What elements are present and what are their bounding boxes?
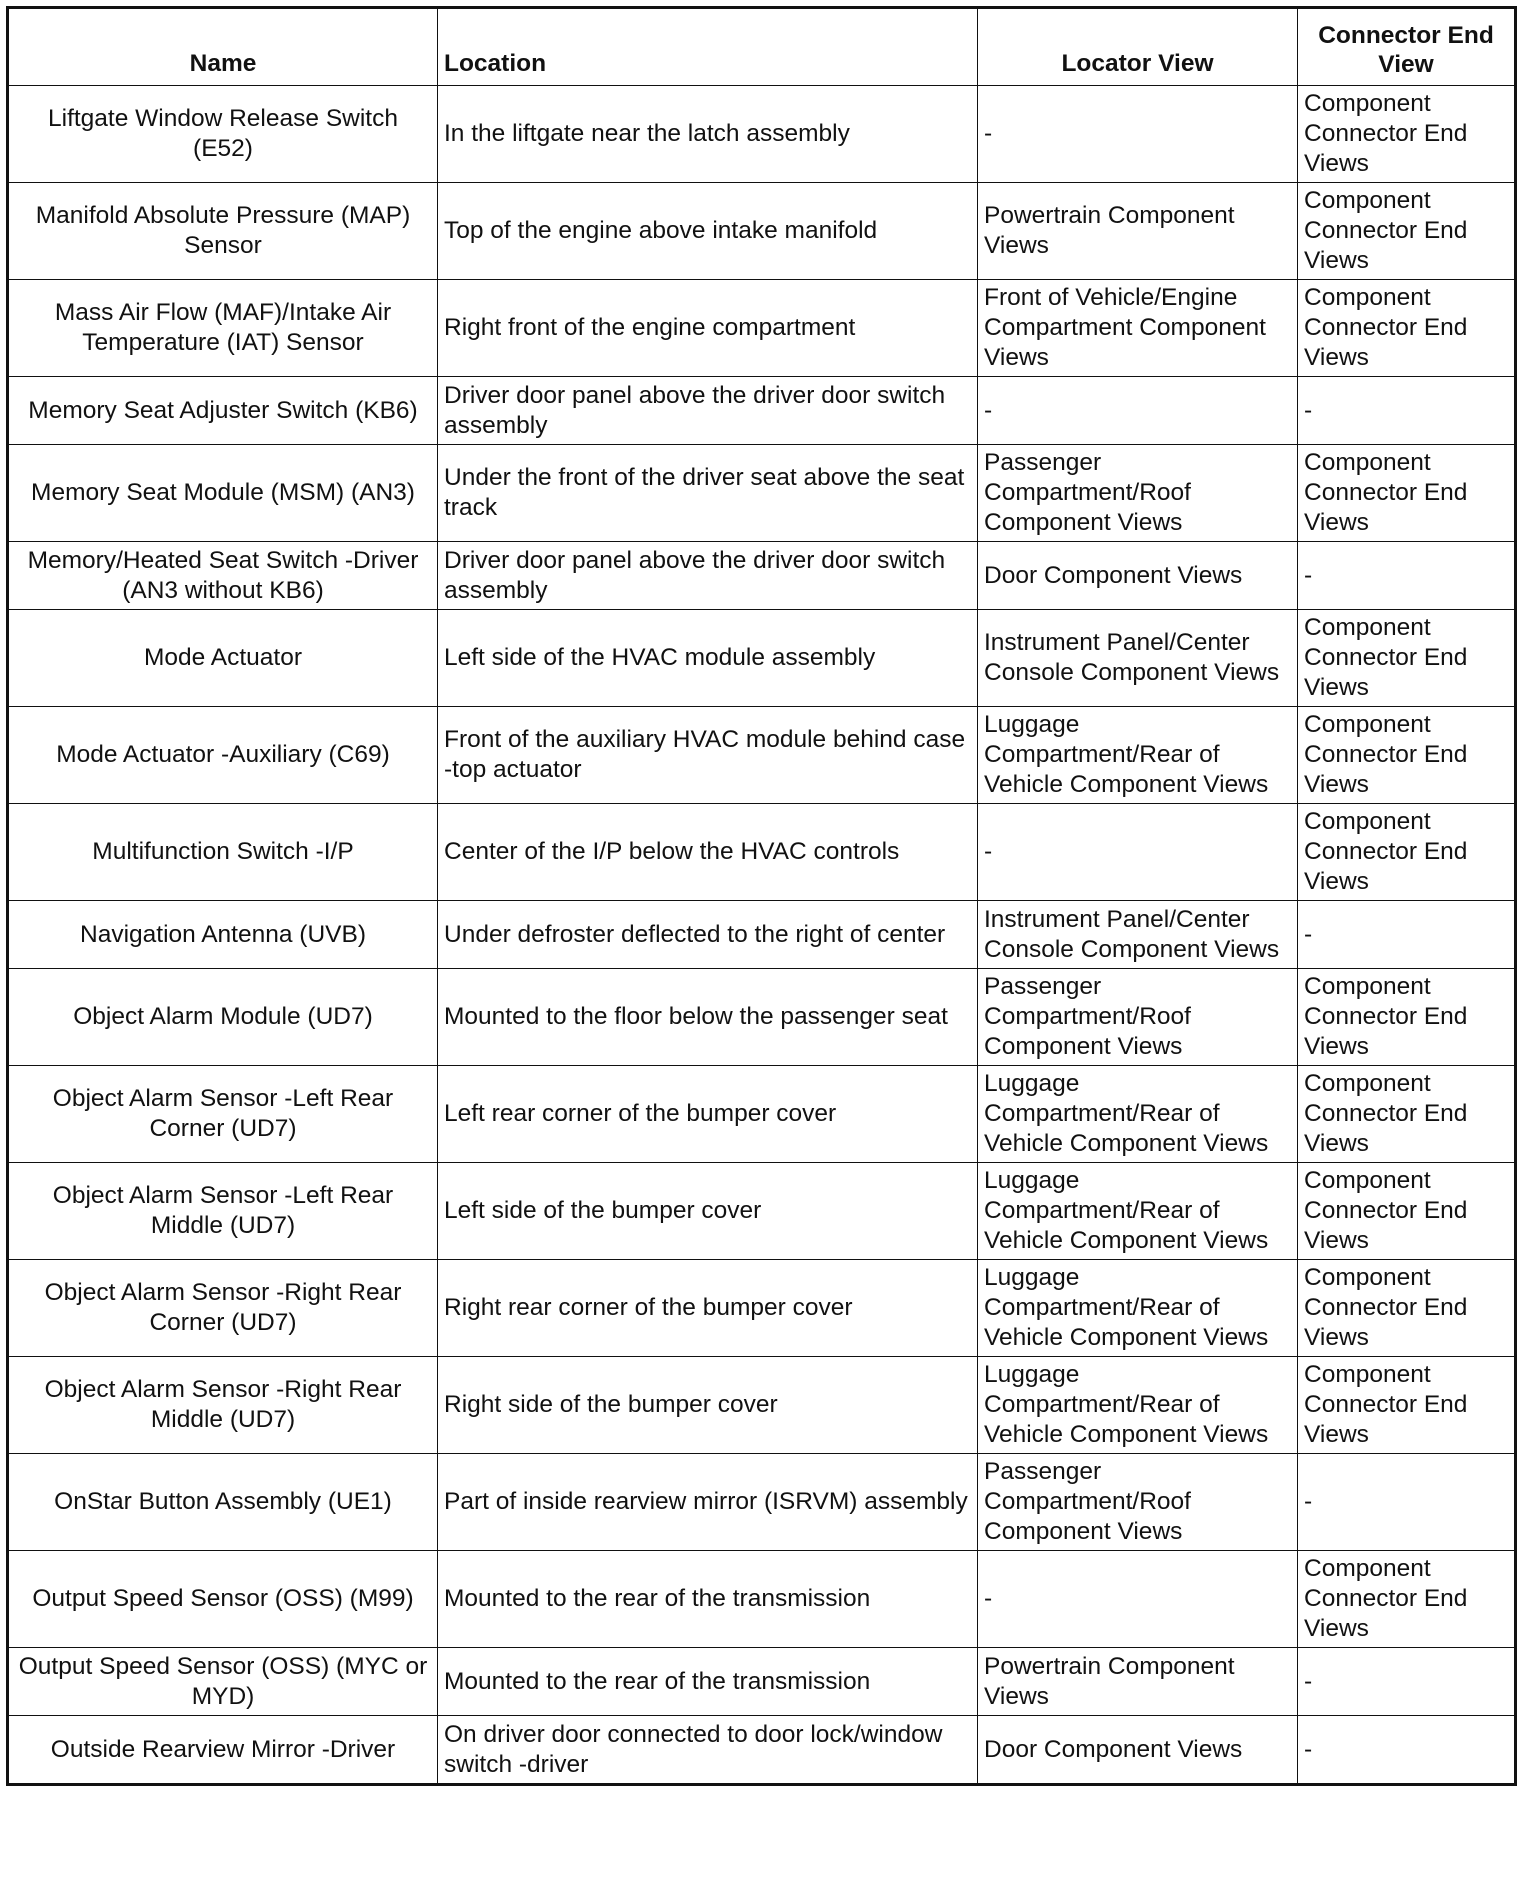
- cell-locator-view: Powertrain Component Views: [978, 183, 1298, 280]
- cell-locator-view: Passenger Compartment/Roof Component Views: [978, 969, 1298, 1066]
- table-row: [8, 1357, 1516, 1454]
- cell-locator-view: -: [978, 1551, 1298, 1648]
- cell-name: Object Alarm Sensor -Right Rear Corner (UD7): [8, 1260, 438, 1357]
- cell-location: Driver door panel above the driver door switch assembly: [438, 542, 978, 610]
- table-row: [8, 969, 1516, 1066]
- cell-name: Memory Seat Adjuster Switch (KB6): [8, 377, 438, 445]
- cell-connector-end-view: Component Connector End Views: [1298, 969, 1516, 1066]
- cell-name: Liftgate Window Release Switch (E52): [8, 86, 438, 183]
- table-row: [8, 377, 1516, 445]
- table-row: [8, 280, 1516, 377]
- table-row: [8, 901, 1516, 969]
- cell-connector-end-view: Component Connector End Views: [1298, 707, 1516, 804]
- cell-name: Navigation Antenna (UVB): [8, 901, 438, 969]
- table-row: [8, 1454, 1516, 1551]
- cell-location: Right front of the engine compartment: [438, 280, 978, 377]
- cell-connector-end-view: Component Connector End Views: [1298, 804, 1516, 901]
- cell-locator-view: -: [978, 86, 1298, 183]
- table-row: [8, 1260, 1516, 1357]
- cell-location: Top of the engine above intake manifold: [438, 183, 978, 280]
- cell-name: Object Alarm Sensor -Right Rear Middle (UD7): [8, 1357, 438, 1454]
- cell-name: Outside Rearview Mirror -Driver: [8, 1716, 438, 1785]
- cell-location: In the liftgate near the latch assembly: [438, 86, 978, 183]
- cell-connector-end-view: -: [1298, 542, 1516, 610]
- cell-locator-view: Door Component Views: [978, 1716, 1298, 1785]
- table-header: [8, 8, 1516, 86]
- cell-locator-view: -: [978, 377, 1298, 445]
- table-row: [8, 445, 1516, 542]
- table-body: [8, 86, 1516, 1785]
- cell-name: Mode Actuator: [8, 610, 438, 707]
- cell-location: Center of the I/P below the HVAC controls: [438, 804, 978, 901]
- cell-location: Front of the auxiliary HVAC module behind case -top actuator: [438, 707, 978, 804]
- cell-name: Manifold Absolute Pressure (MAP) Sensor: [8, 183, 438, 280]
- table-row: [8, 707, 1516, 804]
- cell-location: Right side of the bumper cover: [438, 1357, 978, 1454]
- cell-locator-view: Passenger Compartment/Roof Component Views: [978, 445, 1298, 542]
- table-row: [8, 1066, 1516, 1163]
- cell-locator-view: Instrument Panel/Center Console Component Views: [978, 610, 1298, 707]
- table-row: [8, 1163, 1516, 1260]
- cell-name: Mode Actuator -Auxiliary (C69): [8, 707, 438, 804]
- cell-connector-end-view: Component Connector End Views: [1298, 1066, 1516, 1163]
- cell-locator-view: Door Component Views: [978, 542, 1298, 610]
- cell-connector-end-view: -: [1298, 377, 1516, 445]
- cell-locator-view: Luggage Compartment/Rear of Vehicle Component Views: [978, 1066, 1298, 1163]
- table-row: [8, 542, 1516, 610]
- cell-locator-view: -: [978, 804, 1298, 901]
- cell-connector-end-view: Component Connector End Views: [1298, 86, 1516, 183]
- cell-location: Left rear corner of the bumper cover: [438, 1066, 978, 1163]
- cell-location: On driver door connected to door lock/window switch -driver: [438, 1716, 978, 1785]
- cell-name: OnStar Button Assembly (UE1): [8, 1454, 438, 1551]
- header-name: Name: [8, 8, 438, 86]
- cell-name: Memory Seat Module (MSM) (AN3): [8, 445, 438, 542]
- header-locator-view: Locator View: [978, 8, 1298, 86]
- cell-name: Object Alarm Sensor -Left Rear Middle (UD7): [8, 1163, 438, 1260]
- cell-location: Mounted to the rear of the transmission: [438, 1551, 978, 1648]
- cell-name: Object Alarm Module (UD7): [8, 969, 438, 1066]
- cell-locator-view: Front of Vehicle/Engine Compartment Component Views: [978, 280, 1298, 377]
- cell-connector-end-view: Component Connector End Views: [1298, 610, 1516, 707]
- cell-connector-end-view: -: [1298, 1648, 1516, 1716]
- cell-location: Right rear corner of the bumper cover: [438, 1260, 978, 1357]
- cell-connector-end-view: Component Connector End Views: [1298, 183, 1516, 280]
- cell-location: Part of inside rearview mirror (ISRVM) assembly: [438, 1454, 978, 1551]
- cell-connector-end-view: Component Connector End Views: [1298, 445, 1516, 542]
- cell-location: Under the front of the driver seat above the seat track: [438, 445, 978, 542]
- cell-locator-view: Instrument Panel/Center Console Component Views: [978, 901, 1298, 969]
- header-location: Location: [438, 8, 978, 86]
- cell-connector-end-view: Component Connector End Views: [1298, 280, 1516, 377]
- cell-connector-end-view: Component Connector End Views: [1298, 1260, 1516, 1357]
- table-row: [8, 804, 1516, 901]
- table-row: [8, 86, 1516, 183]
- cell-name: Mass Air Flow (MAF)/Intake Air Temperature (IAT) Sensor: [8, 280, 438, 377]
- cell-connector-end-view: Component Connector End Views: [1298, 1357, 1516, 1454]
- header-connector-end-view: Connector End View: [1298, 8, 1516, 86]
- cell-name: Object Alarm Sensor -Left Rear Corner (UD7): [8, 1066, 438, 1163]
- cell-location: Left side of the HVAC module assembly: [438, 610, 978, 707]
- cell-location: Left side of the bumper cover: [438, 1163, 978, 1260]
- cell-locator-view: Luggage Compartment/Rear of Vehicle Component Views: [978, 1357, 1298, 1454]
- table-row: [8, 1551, 1516, 1648]
- cell-locator-view: Luggage Compartment/Rear of Vehicle Component Views: [978, 1260, 1298, 1357]
- table-row: [8, 1648, 1516, 1716]
- cell-locator-view: Luggage Compartment/Rear of Vehicle Component Views: [978, 707, 1298, 804]
- cell-locator-view: Luggage Compartment/Rear of Vehicle Component Views: [978, 1163, 1298, 1260]
- cell-connector-end-view: -: [1298, 1716, 1516, 1785]
- cell-connector-end-view: Component Connector End Views: [1298, 1163, 1516, 1260]
- cell-locator-view: Powertrain Component Views: [978, 1648, 1298, 1716]
- table-row: [8, 610, 1516, 707]
- cell-connector-end-view: -: [1298, 901, 1516, 969]
- table-row: [8, 1716, 1516, 1785]
- cell-location: Under defroster deflected to the right of center: [438, 901, 978, 969]
- cell-location: Driver door panel above the driver door switch assembly: [438, 377, 978, 445]
- cell-name: Output Speed Sensor (OSS) (M99): [8, 1551, 438, 1648]
- table-row: [8, 183, 1516, 280]
- cell-name: Multifunction Switch -I/P: [8, 804, 438, 901]
- cell-name: Output Speed Sensor (OSS) (MYC or MYD): [8, 1648, 438, 1716]
- cell-locator-view: Passenger Compartment/Roof Component Views: [978, 1454, 1298, 1551]
- header-row: [8, 8, 1516, 86]
- cell-connector-end-view: Component Connector End Views: [1298, 1551, 1516, 1648]
- cell-location: Mounted to the floor below the passenger seat: [438, 969, 978, 1066]
- cell-location: Mounted to the rear of the transmission: [438, 1648, 978, 1716]
- cell-name: Memory/Heated Seat Switch -Driver (AN3 without KB6): [8, 542, 438, 610]
- cell-connector-end-view: -: [1298, 1454, 1516, 1551]
- component-locator-table: [6, 6, 1517, 1786]
